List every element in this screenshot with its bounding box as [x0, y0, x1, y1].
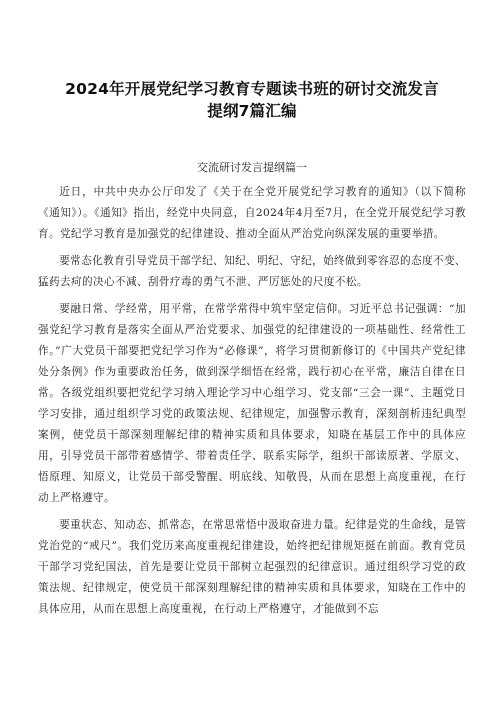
document-title-line-1: 2024年开展党纪学习教育专题读书班的研讨交流发言 — [65, 80, 439, 98]
document-title — [38, 78, 466, 122]
paragraph-2: 要常态化教育引导党员干部学纪、知纪、明纪、守纪，始终做到零容忍的态度不变、猛药去疴的决心不减、刮骨疗毒的勇气不泄、严厉惩处的尺度不松。 — [38, 255, 466, 288]
paragraph-3: 要融日常、学经常，用平常，在常学常得中筑牢坚定信仰。习近平总书记强调：“加强党纪学习教育是落实全面从严治党要求、加强党的纪律建设的一项基础性、经常性工作。”广大党员干部要把党纪学习作为“必修课”，将学习贯彻新修订的《中国共产党纪律处分条例》作为重要政治任务，做到深学细悟在经常，践行初心在平常，廉洁自律在日常。各级党组织要把党纪学习纳入理论学习中心组学习、党支部“三会一课”、主题党日学习安排，通过组织学习党的政策法规、纪律规定，加强警示教育，深刻剖析违纪典型案例，使党员干部深刻理解纪律的精神实质和具体要求，知晓在基层工作中的具体应用，引导党员干部带着感情学、带着责任学、联系实际学，组织干部读原著、学原文、悟原理、知原义，让党员干部受警醒、明底线、知敬畏，从而在思想上高度重视，在行动上严格遵守。 — [38, 303, 466, 504]
paragraph-1: 近日，中共中央办公厅印发了《关于在全党开展党纪学习教育的通知》（以下简称《通知》）。《通知》指出，经党中央同意，自2024年4月至7月，在全党开展党纪学习教育。党纪学习教育是加强党的纪律建设、推动全面从严治党向纵深发展的重要举措。 — [38, 186, 466, 240]
document-title-line-2: 提纲7篇汇编 — [207, 102, 297, 120]
section-heading: 交流研讨发言提纲篇一 — [197, 161, 307, 174]
paragraph-4: 要重状态、知动态、抓常态，在常思常悟中汲取奋进力量。纪律是党的生命线，是管党治党的“戒尺”。我们党历来高度重视纪律建设，始终把纪律规矩挺在前面。教育党员干部学习党纪国法，首先是要让党员干部树立起强烈的纪律意识。通过组织学习党的政策法规、纪律规定，使党员干部深刻理解纪律的精神实质和具体要求，知晓在工作中的具体应用，从而在思想上高度重视，在行动上严格遵守，才能做到不忘 — [38, 519, 466, 615]
